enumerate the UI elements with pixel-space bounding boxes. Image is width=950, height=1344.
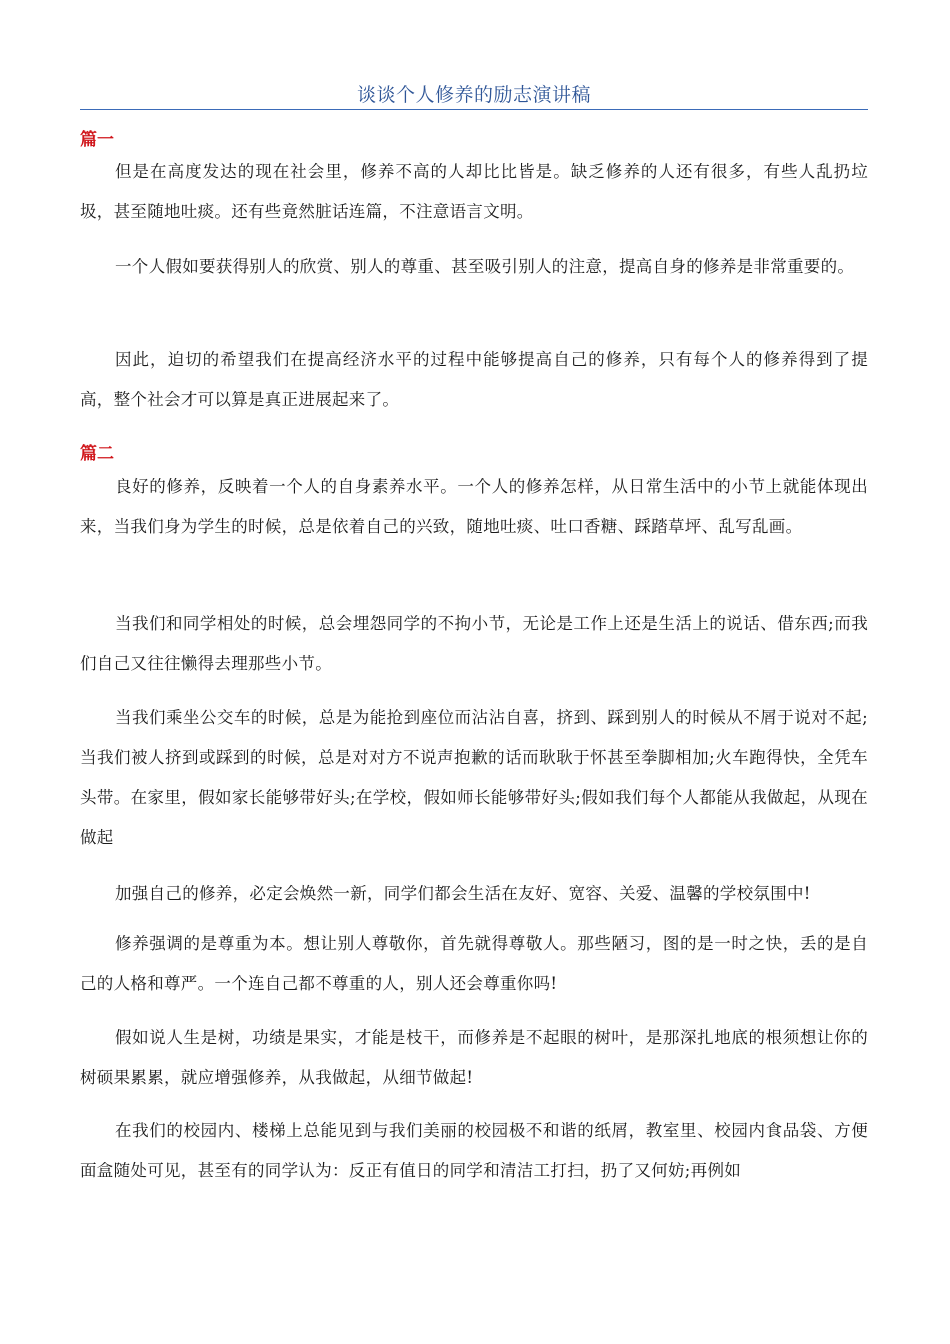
paragraph: 一个人假如要获得别人的欣赏、别人的尊重、甚至吸引别人的注意，提高自身的修养是非常重要的。 [115,257,855,276]
paragraph: 当我们和同学相处的时候，总会埋怨同学的不拘小节，无论是工作上还是生活上的说话、借东西;而我们自己又往往懒得去理那些小节。 [80,614,868,673]
paragraph: 在我们的校园内、楼梯上总能见到与我们美丽的校园极不和谐的纸屑，教室里、校园内食品袋、方便面盒随处可见，甚至有的同学认为：反正有值日的同学和清洁工打扫，扔了又何妨;再例如 [80,1121,868,1180]
paragraph: 修养强调的是尊重为本。想让别人尊敬你，首先就得尊敬人。那些陋习，图的是一时之快，丢的是自己的人格和尊严。一个连自己都不尊重的人，别人还会尊重你吗! [80,934,868,993]
document-title: 谈谈个人修养的励志演讲稿 [356,84,591,106]
paragraph: 假如说人生是树，功绩是果实，才能是枝干，而修养是不起眼的树叶，是那深扎地底的根须想让你的树硕果累累，就应增强修养，从我做起，从细节做起! [80,1028,868,1087]
paragraph: 因此，迫切的希望我们在提高经济水平的过程中能够提高自己的修养，只有每个人的修养得到了提高，整个社会才可以算是真正进展起来了。 [80,350,868,409]
paragraph: 加强自己的修养，必定会焕然一新，同学们都会生活在友好、宽容、关爱、温馨的学校氛围中! [115,884,811,903]
paragraph: 当我们乘坐公交车的时候，总是为能抢到座位而沾沾自喜，挤到、踩到别人的时候从不屑于说对不起;当我们被人挤到或踩到的时候，总是对对方不说声抱歉的话而耿耿于怀甚至拳脚相加;火车跑得快，全凭车头带。在家里，假如家长能够带好头;在学校，假如师长能够带好头;假如我们每个人都能从我做起，从现在做起 [80,708,868,847]
section-heading-2: 篇二 [80,444,114,464]
title-divider [80,109,868,110]
paragraph: 但是在高度发达的现在社会里，修养不高的人却比比皆是。缺乏修养的人还有很多，有些人乱扔垃圾，甚至随地吐痰。还有些竟然脏话连篇，不注意语言文明。 [80,162,868,221]
section-heading-1: 篇一 [80,130,114,150]
paragraph: 良好的修养，反映着一个人的自身素养水平。一个人的修养怎样，从日常生活中的小节上就能体现出来，当我们身为学生的时候，总是依着自己的兴致，随地吐痰、吐口香糖、踩踏草坪、乱写乱画。 [80,477,868,536]
